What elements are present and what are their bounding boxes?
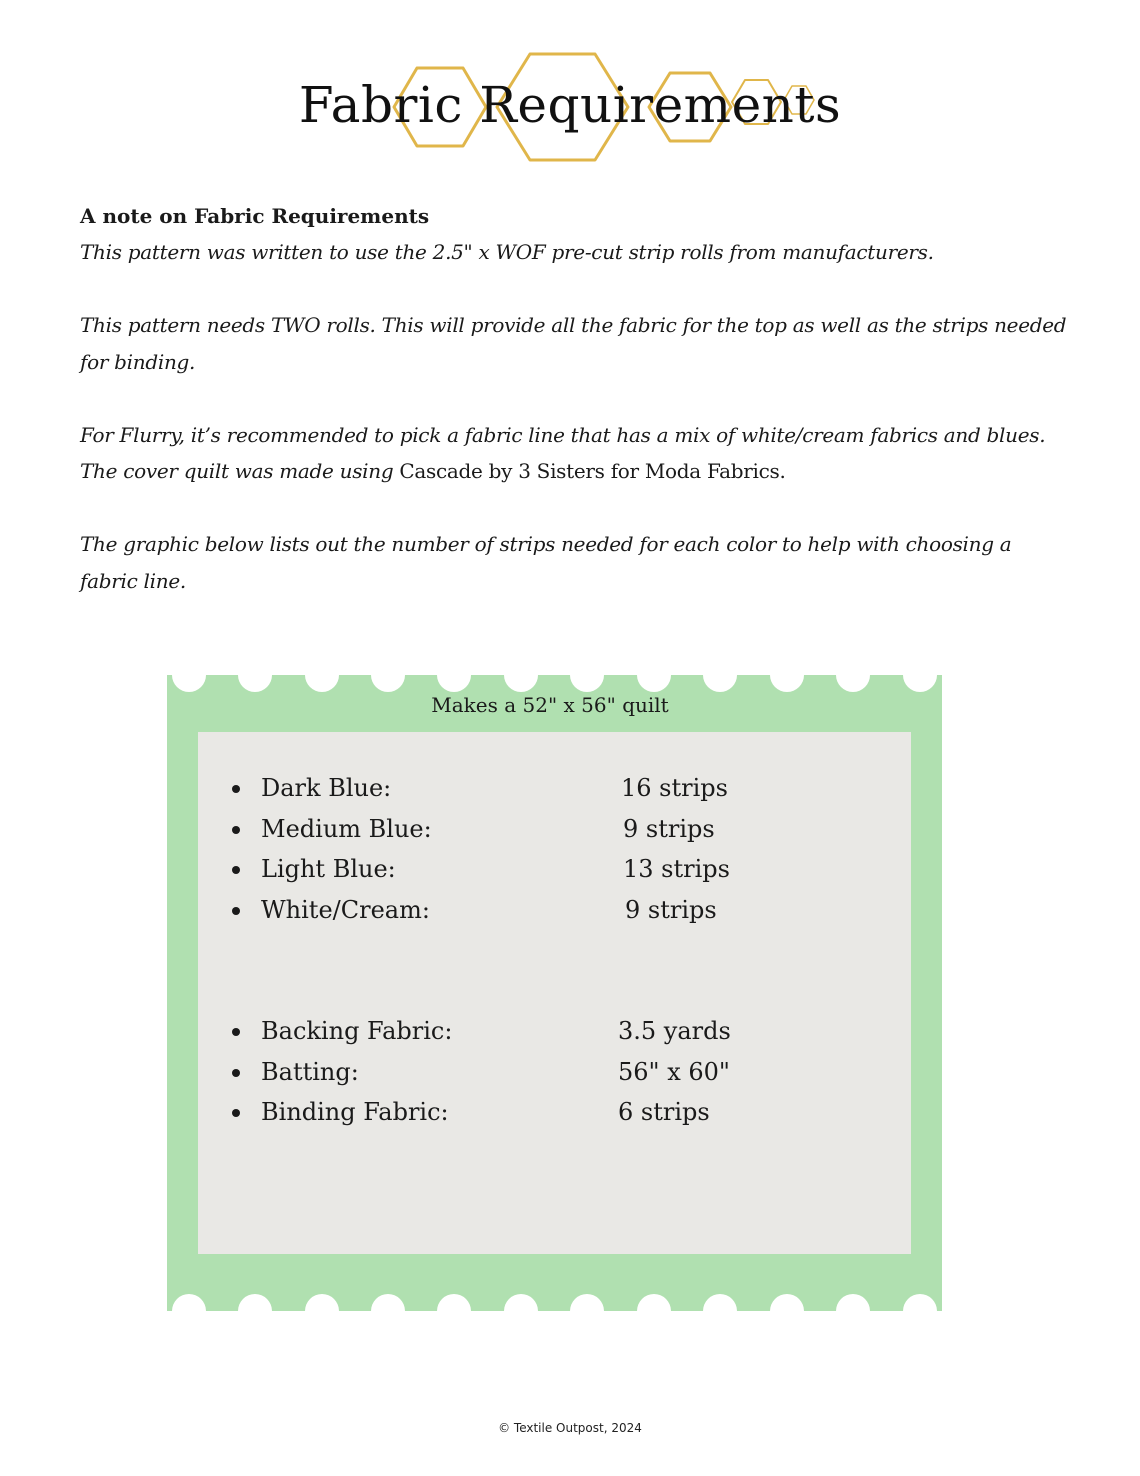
list-item bbox=[232, 768, 852, 809]
list-item bbox=[232, 1011, 852, 1052]
list-item bbox=[232, 849, 852, 890]
recommendation-text: For Flurry, it’s recommended to pick a fabric line that has a mix of white/cream fabrics and blues. The cover quilt was made using bbox=[80, 422, 1046, 483]
note-paragraph-two-rolls: This pattern needs TWO rolls. This will provide all the fabric for the top as well as the strips needed for binding. bbox=[80, 313, 1067, 374]
bullet-icon bbox=[232, 1069, 240, 1077]
item-label: Medium Blue: bbox=[261, 814, 432, 843]
note-paragraph-precut: This pattern was written to use the 2.5" x WOF pre-cut strip rolls from manufacturers. bbox=[80, 240, 934, 264]
list-item bbox=[232, 890, 852, 931]
item-value: 6 strips bbox=[618, 1098, 710, 1127]
item-label: Backing Fabric: bbox=[261, 1017, 453, 1045]
list-item bbox=[232, 809, 852, 850]
bullet-icon bbox=[232, 866, 240, 874]
item-value: 16 strips bbox=[621, 774, 728, 802]
quilt-size-header: Makes a 52" x 56" quilt bbox=[431, 693, 669, 717]
item-label: Binding Fabric: bbox=[261, 1098, 449, 1127]
note-paragraph-recommendation bbox=[80, 417, 1070, 490]
note-paragraph-graphic: The graphic below lists out the number of strips needed for each color to help with choosing a fabric line. bbox=[80, 532, 1012, 593]
item-value: 56" x 60" bbox=[618, 1057, 730, 1086]
strip-requirements-list bbox=[232, 768, 852, 930]
list-item bbox=[232, 1052, 852, 1093]
item-label: Batting: bbox=[261, 1057, 359, 1086]
bullet-icon bbox=[232, 785, 240, 793]
bullet-icon bbox=[232, 1028, 240, 1036]
fabric-note bbox=[80, 198, 1070, 636]
copyright-footer: © Textile Outpost, 2024 bbox=[498, 1421, 642, 1435]
item-label: Dark Blue: bbox=[261, 774, 392, 802]
page-title: Fabric Requirements bbox=[298, 76, 842, 134]
item-value: 3.5 yards bbox=[618, 1017, 731, 1045]
supply-requirements-list bbox=[232, 1011, 852, 1133]
bullet-icon bbox=[232, 907, 240, 915]
note-heading: A note on Fabric Requirements bbox=[80, 204, 430, 228]
fabric-line-name: Cascade by 3 Sisters for Moda Fabrics. bbox=[399, 459, 786, 483]
item-value: 9 strips bbox=[625, 895, 717, 924]
item-label: White/Cream: bbox=[261, 895, 430, 924]
item-value: 9 strips bbox=[623, 814, 715, 843]
list-item bbox=[232, 1092, 852, 1133]
bullet-icon bbox=[232, 826, 240, 834]
bullet-icon bbox=[232, 1109, 240, 1117]
item-value: 13 strips bbox=[623, 855, 730, 884]
item-label: Light Blue: bbox=[261, 855, 396, 884]
